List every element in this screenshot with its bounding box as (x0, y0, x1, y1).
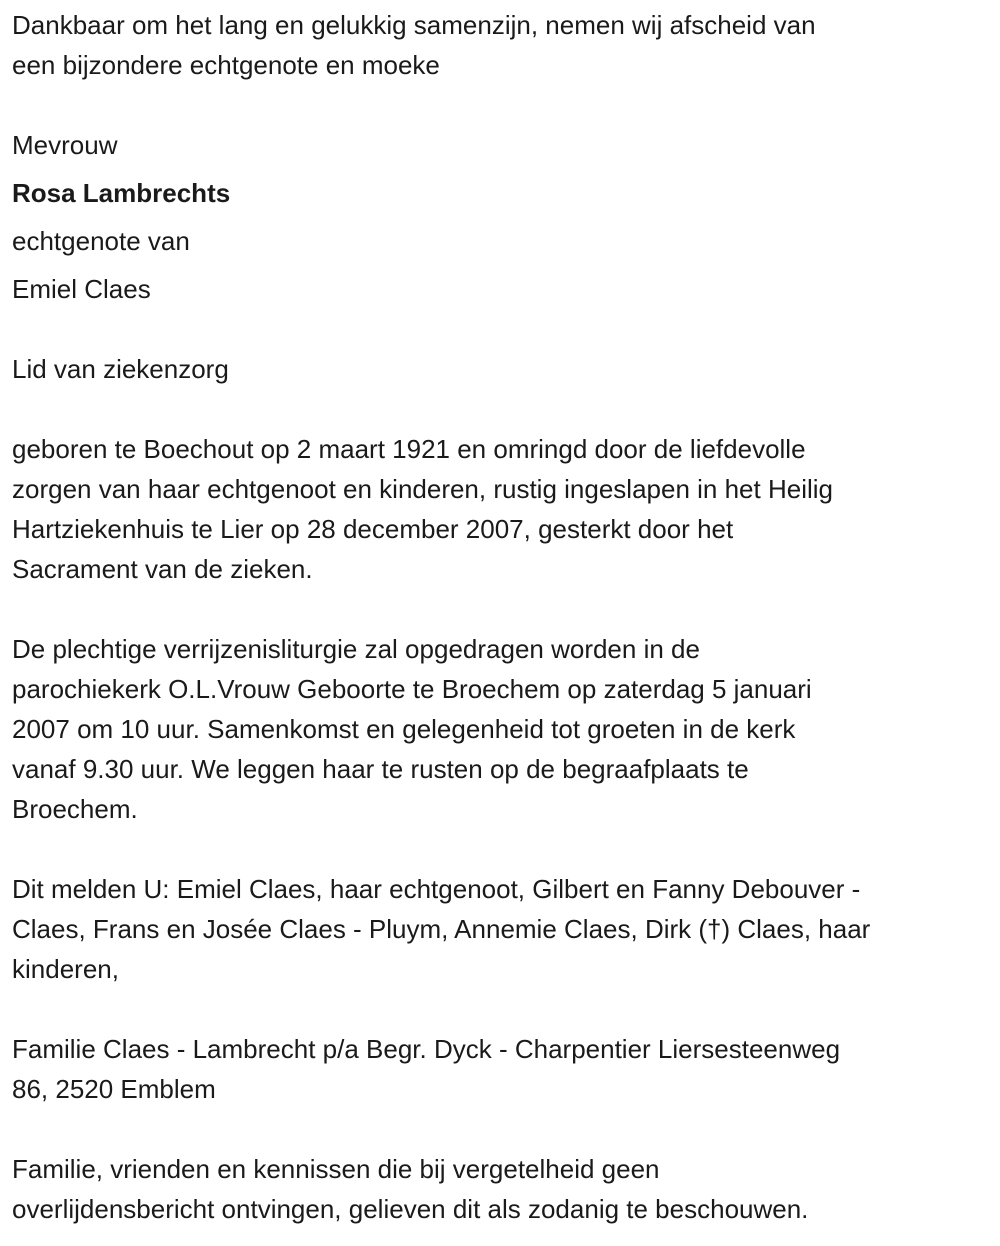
closing-paragraph (12, 1149, 1000, 1229)
text-line: 2007 om 10 uur. Samenkomst en gelegenheid tot groeten in de kerk (12, 714, 796, 744)
text-line: Familie, vrienden en kennissen die bij vergetelheid geen (12, 1154, 660, 1184)
text-line: geboren te Boechout op 2 maart 1921 en omringd door de liefdevolle (12, 434, 806, 464)
deceased-name: Rosa Lambrechts (12, 178, 231, 208)
text-line: Hartziekenhuis te Lier op 28 december 2007, gesterkt door het (12, 514, 734, 544)
text-line: Dit melden U: Emiel Claes, haar echtgenoot, Gilbert en Fanny Debouver - (12, 874, 861, 904)
funeral-paragraph (12, 629, 1000, 829)
text-line: overlijdensbericht ontvingen, gelieven dit als zodanig te beschouwen. (12, 1194, 809, 1224)
text-line: 86, 2520 Emblem (12, 1074, 216, 1104)
text-line: Sacrament van de zieken. (12, 554, 313, 584)
salutation: Mevrouw (12, 130, 118, 160)
text-line: De plechtige verrijzenisliturgie zal opgedragen worden in de (12, 634, 700, 664)
address-paragraph (12, 1029, 1000, 1109)
text-line: vanaf 9.30 uur. We leggen haar te rusten op de begraafplaats te (12, 754, 749, 784)
announcers-paragraph (12, 869, 1000, 989)
text-line: parochiekerk O.L.Vrouw Geboorte te Broechem op zaterdag 5 januari (12, 674, 812, 704)
membership-paragraph (12, 349, 1000, 389)
intro-paragraph (12, 5, 1000, 85)
text-line: Claes, Frans en Josée Claes - Pluym, Annemie Claes, Dirk (†) Claes, haar (12, 914, 871, 944)
text-line: zorgen van haar echtgenoot en kinderen, rustig ingeslapen in het Heilig (12, 474, 833, 504)
text-line: Lid van ziekenzorg (12, 354, 229, 384)
text-line: een bijzondere echtgenote en moeke (12, 50, 440, 80)
text-line: Familie Claes - Lambrecht p/a Begr. Dyck - Charpentier Liersesteenweg (12, 1034, 841, 1064)
text-line: Broechem. (12, 794, 138, 824)
text-line: Dankbaar om het lang en gelukkig samenzijn, nemen wij afscheid van (12, 10, 816, 40)
deceased-block (12, 125, 1000, 309)
birth-death-paragraph (12, 429, 1000, 589)
relation: echtgenote van (12, 226, 190, 256)
text-line: kinderen, (12, 954, 119, 984)
spouse-name: Emiel Claes (12, 274, 151, 304)
